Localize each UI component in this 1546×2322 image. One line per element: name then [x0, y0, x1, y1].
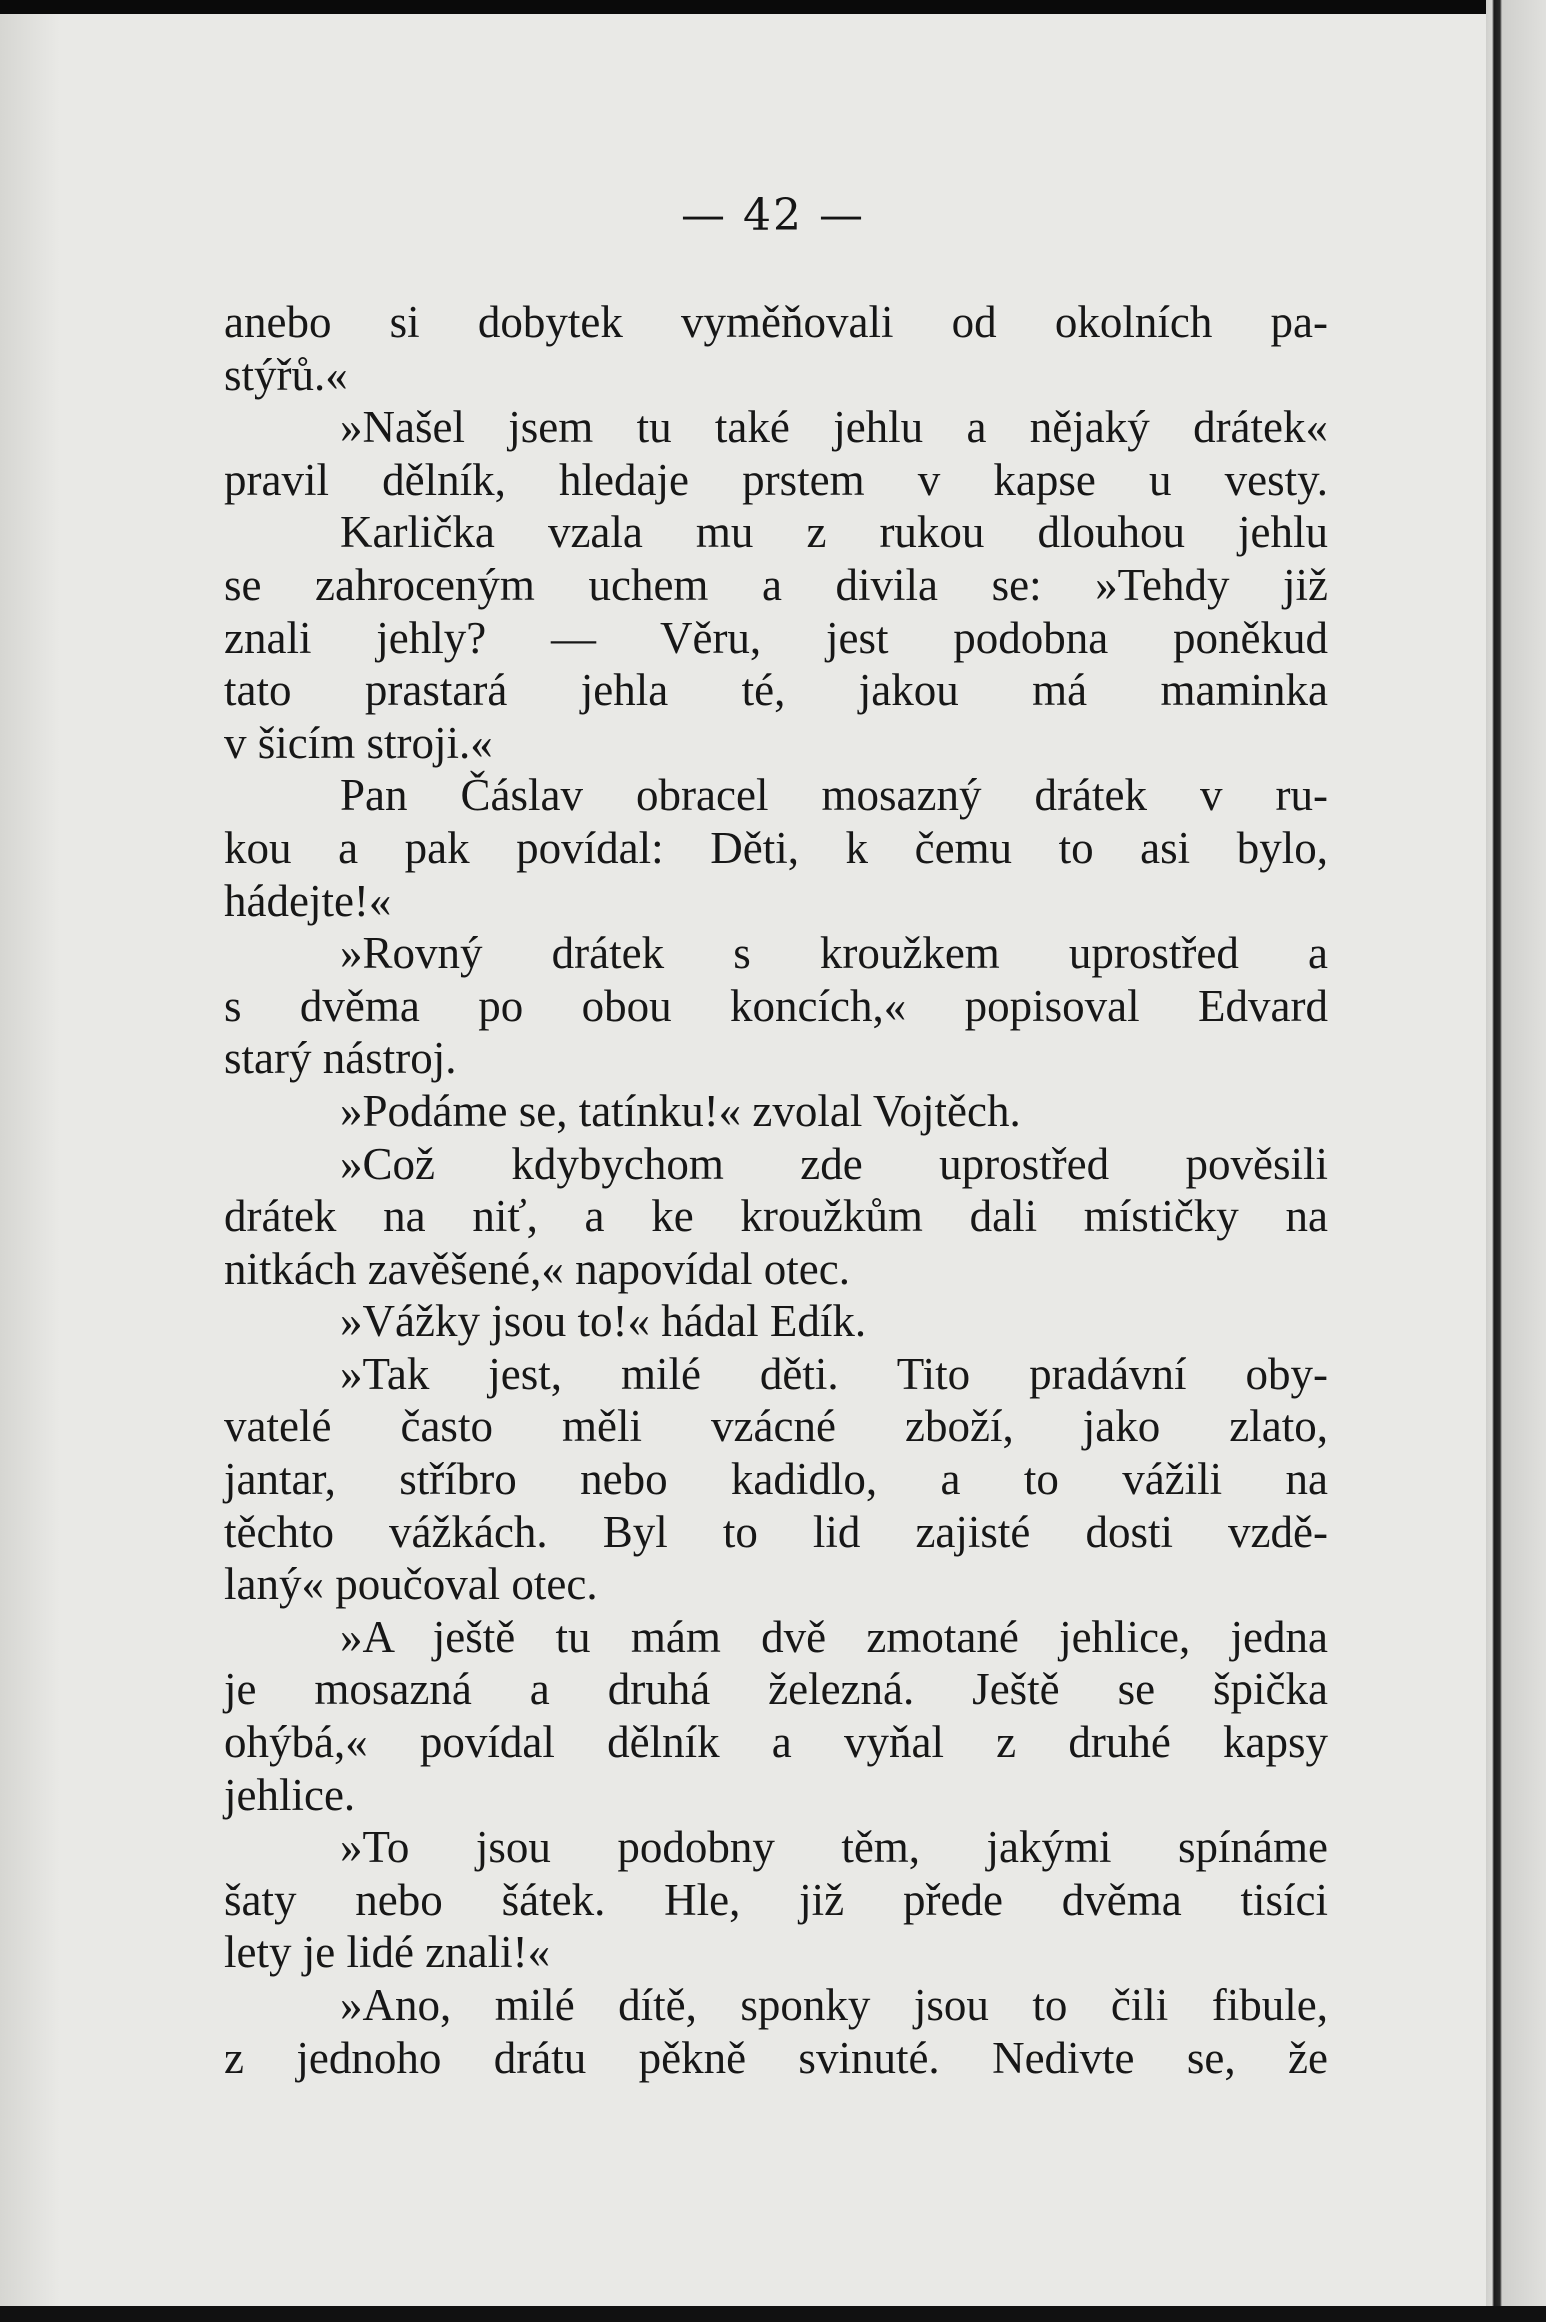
text-line: Pan Čáslav obracel mosazný drátek v ru- [340, 770, 1328, 821]
text-line: ohýbá,« povídal dělník a vyňal z druhé kapsy [224, 1717, 1328, 1768]
text-line: nitkách zavěšené,« napovídal otec. [224, 1243, 850, 1294]
text-line: starý nástroj. [224, 1033, 457, 1084]
page-number: — 42 — [681, 190, 865, 241]
text-line: »Podáme se, tatínku!« zvolal Vojtěch. [340, 1085, 1021, 1136]
scan-top-border [0, 0, 1546, 14]
text-line: »Našel jsem tu také jehlu a nějaký drátek« [340, 402, 1328, 453]
text-line: jehlice. [224, 1769, 356, 1820]
text-line: znali jehly? — Věru, jest podobna poněkud [224, 612, 1328, 663]
scan-right-border [1486, 0, 1546, 2322]
text-line: v šicím stroji.« [224, 717, 493, 768]
text-line: se zahroceným uchem a divila se: »Tehdy již [224, 559, 1328, 610]
text-line: těchto vážkách. Byl to lid zajisté dosti vzdě- [224, 1506, 1328, 1557]
text-line: hádejte!« [224, 875, 392, 926]
text-line: »A ještě tu mám dvě zmotané jehlice, jedna [340, 1611, 1328, 1662]
text-line: tato prastará jehla té, jakou má maminka [224, 665, 1328, 716]
scan-bottom-border [0, 2306, 1546, 2322]
body-text [224, 296, 1328, 2084]
text-line: »Vážky jsou to!« hádal Edík. [340, 1296, 867, 1347]
text-line: »Rovný drátek s kroužkem uprostřed a [340, 928, 1328, 979]
text-line: je mosazná a druhá železná. Ještě se špička [224, 1664, 1328, 1715]
text-line: »Ano, milé dítě, sponky jsou to čili fibule, [340, 1980, 1328, 2030]
text-line: laný« poučoval otec. [224, 1559, 598, 1610]
text-line: »To jsou podobny těm, jakými spínáme [340, 1822, 1328, 1873]
text-line: pravil dělník, hledaje prstem v kapse u vesty. [224, 454, 1328, 505]
text-line: anebo si dobytek vyměňovali od okolních pa- [224, 297, 1328, 347]
text-line: drátek na niť, a ke kroužkům dali místičky na [224, 1191, 1328, 1242]
text-line: stýřů.« [224, 349, 348, 400]
text-line: »Což kdybychom zde uprostřed pověsili [340, 1138, 1328, 1189]
text-line: jantar, stříbro nebo kadidlo, a to vážili na [224, 1454, 1328, 1505]
text-line: lety je lidé znali!« [224, 1927, 551, 1978]
text-line: vatelé často měli vzácné zboží, jako zlato, [224, 1401, 1328, 1452]
text-line: šaty nebo šátek. Hle, již přede dvěma tisíci [224, 1874, 1328, 1925]
text-line: s dvěma po obou koncích,« popisoval Edvard [224, 980, 1328, 1031]
text-line: z jednoho drátu pěkně svinuté. Nedivte se, že [224, 2032, 1328, 2083]
text-line: Karlička vzala mu z rukou dlouhou jehlu [340, 507, 1328, 558]
page-gutter-shadow [0, 0, 60, 2322]
text-line: »Tak jest, milé děti. Tito pradávní oby- [340, 1348, 1328, 1399]
text-line: kou a pak povídal: Děti, k čemu to asi bylo, [224, 822, 1328, 873]
